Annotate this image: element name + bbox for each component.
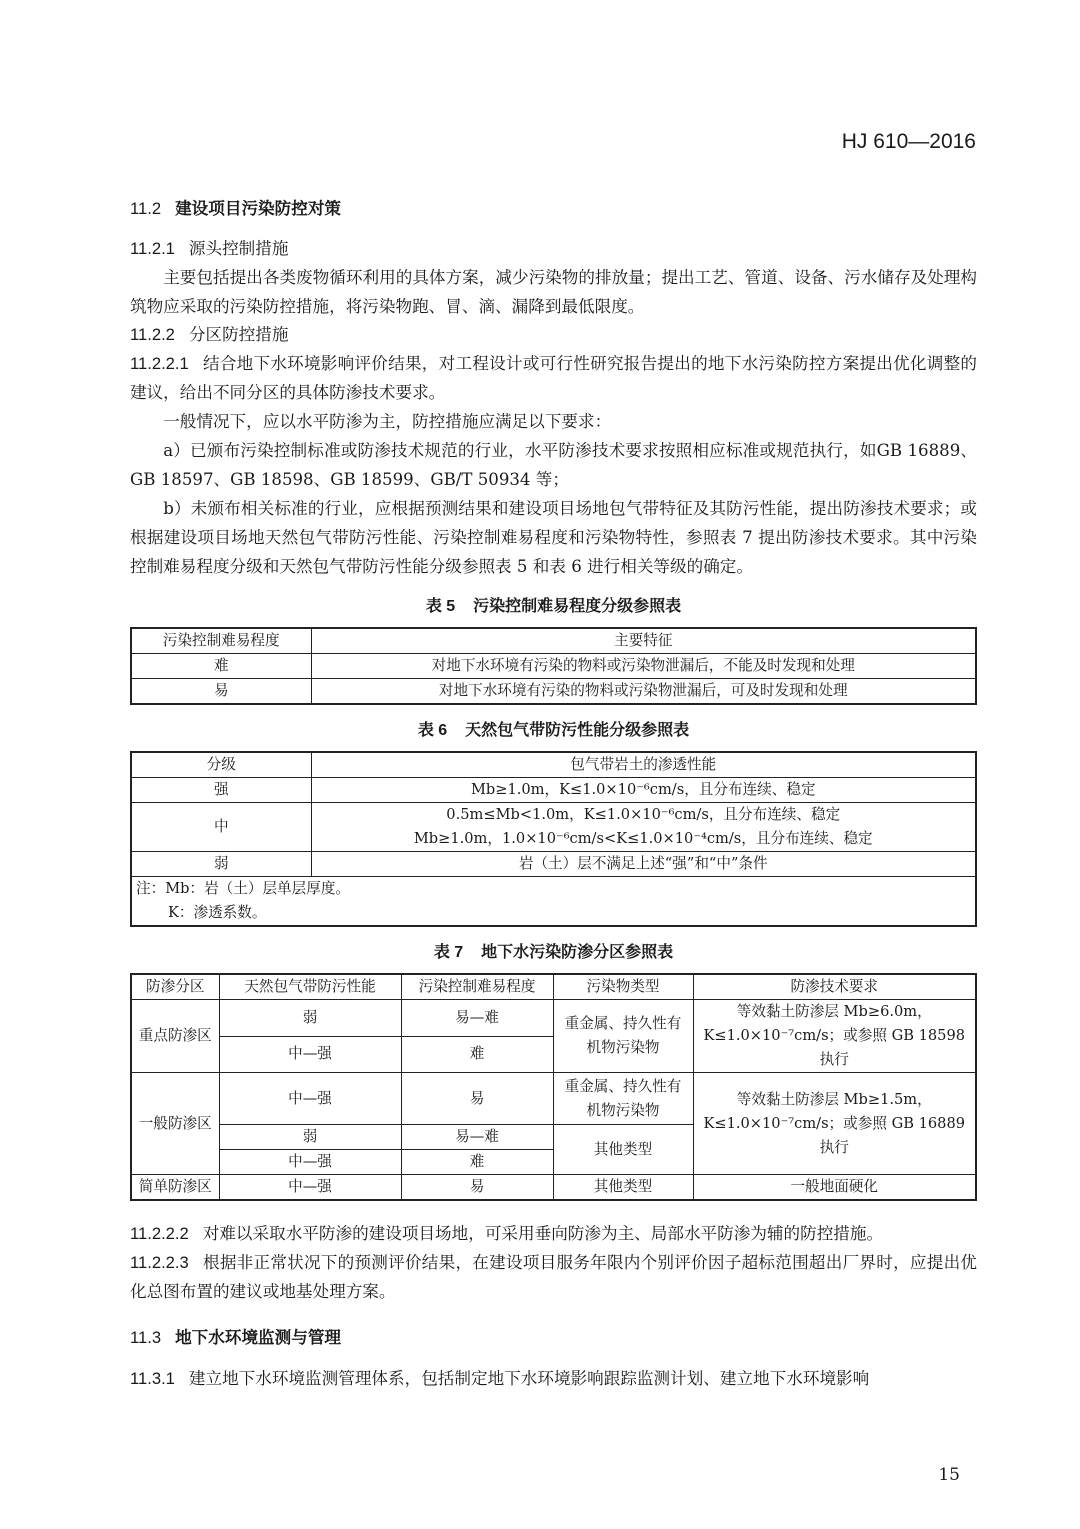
paragraph-general: 一般情况下，应以水平防渗为主，防控措施应满足以下要求：	[163, 412, 612, 431]
zone-cell: 简单防渗区	[131, 1175, 219, 1201]
table-cell: 其他类型	[553, 1175, 693, 1201]
header-cell: 防渗分区	[131, 974, 219, 1000]
table-cell: 易	[401, 1073, 553, 1125]
note-line: 注：Mb：岩（土）层单层厚度。	[136, 880, 351, 897]
clause-number: 11.3.1	[130, 1369, 175, 1388]
section-number: 11.2	[130, 199, 162, 218]
clause-text: 对难以采取水平防渗的建设项目场地，可采用垂向防渗为主、局部水平防渗为辅的防控措施。	[202, 1224, 884, 1243]
table-cell: 中—强	[219, 1175, 401, 1201]
table-cell: 弱	[219, 1125, 401, 1150]
table-cell: 中—强	[219, 1150, 401, 1175]
note-line: K：渗透系数。	[168, 904, 267, 921]
clause-text: 建立地下水环境监测管理体系，包括制定地下水环境影响跟踪监测计划、建立地下水环境影响	[188, 1369, 870, 1388]
table-cell: 强	[131, 778, 311, 803]
table-row	[131, 1175, 976, 1201]
table-cell: 重金属、持久性有机物污染物	[553, 1073, 693, 1125]
list-item-a: a）已颁布污染控制标准或防渗技术规范的行业，水平防渗技术要求按照相应标准或规范执行，如GB 16889、GB 18597、GB 18598、GB 18599、GB/T 50934 等；	[130, 441, 977, 489]
table-row	[131, 654, 976, 679]
cell-line: 0.5m≤Mb<1.0m，K≤1.0×10⁻⁶cm/s，且分布连续、稳定	[446, 806, 841, 823]
table-header-row	[131, 628, 976, 654]
table-header-row	[131, 752, 976, 778]
clause-number: 11.2.2.3	[130, 1253, 189, 1272]
table-7	[130, 973, 977, 1201]
table-cell: 中	[131, 803, 311, 852]
table-5-caption	[130, 593, 977, 621]
table-5	[130, 627, 977, 705]
paragraph-11-3-1	[130, 1364, 977, 1393]
page-content	[130, 195, 977, 1393]
header-cell: 污染物类型	[553, 974, 693, 1000]
standard-code: HJ 610—2016	[841, 130, 976, 153]
zone-cell: 一般防渗区	[131, 1073, 219, 1175]
table-6	[130, 751, 977, 927]
paragraph-11-2-2-3	[130, 1248, 977, 1306]
table-row	[131, 1000, 976, 1037]
paragraph-11-2-2-1	[130, 349, 977, 407]
table-6-caption	[130, 717, 977, 745]
table-cell: 重金属、持久性有机物污染物	[553, 1000, 693, 1073]
section-11-2-2-heading	[130, 321, 977, 349]
paragraph-11-2-2-2	[130, 1219, 977, 1248]
table-cell: 易	[401, 1175, 553, 1201]
table-cell: 等效黏土防渗层 Mb≥6.0m，K≤1.0×10⁻⁷cm/s；或参照 GB 18598 执行	[693, 1000, 976, 1073]
table-cell: 对地下水环境有污染的物料或污染物泄漏后，可及时发现和处理	[311, 679, 976, 705]
table-row	[131, 1073, 976, 1125]
table-cell: 弱	[219, 1000, 401, 1037]
table-cell: 等效黏土防渗层 Mb≥1.5m，K≤1.0×10⁻⁷cm/s；或参照 GB 16889 执行	[693, 1073, 976, 1175]
table-cell: 易—难	[401, 1125, 553, 1150]
table-number: 表 7	[433, 944, 464, 961]
section-11-3-heading	[130, 1324, 977, 1352]
table-cell: 易	[131, 679, 311, 705]
table-note	[131, 877, 976, 927]
table-row	[131, 852, 976, 877]
section-number: 11.3	[130, 1328, 162, 1347]
table-cell: 岩（土）层不满足上述“强”和“中”条件	[311, 852, 976, 877]
cell-line: Mb≥1.0m，1.0×10⁻⁶cm/s<K≤1.0×10⁻⁴cm/s，且分布连续、稳定	[413, 830, 873, 847]
table-cell: 难	[401, 1150, 553, 1175]
table-cell: 其他类型	[553, 1125, 693, 1175]
table-cell: 难	[401, 1036, 553, 1073]
header-cell: 主要特征	[311, 628, 976, 654]
header-cell: 包气带岩土的渗透性能	[311, 752, 976, 778]
clause-text: 根据非正常状况下的预测评价结果，在建设项目服务年限内个别评价因子超标范围超出厂界时，应提出优化总图布置的建议或地基处理方案。	[130, 1253, 977, 1301]
list-item-b: b）未颁布相关标准的行业，应根据预测结果和建设项目场地包气带特征及其防污性能，提出防渗技术要求；或根据建设项目场地天然包气带防污性能、污染控制难易程度和污染物特性，参照表 7 提出防渗技术要求。其中污染控制难易程度分级和天然包气带防污性能分级参照表 5 和表 6 进行相关等级的确定。	[130, 499, 977, 576]
section-number: 11.2.1	[130, 239, 175, 258]
table-row	[131, 679, 976, 705]
section-11-2-1-heading	[130, 235, 977, 263]
section-title: 建设项目污染防控对策	[175, 199, 342, 218]
table-row	[131, 803, 976, 852]
paragraph-source-control: 主要包括提出各类废物循环利用的具体方案，减少污染物的排放量；提出工艺、管道、设备、污水储存及处理构筑物应采取的污染防控措施，将污染物跑、冒、滴、漏降到最低限度。	[130, 268, 977, 316]
header-cell: 污染控制难易程度	[401, 974, 553, 1000]
table-cell: 中—强	[219, 1036, 401, 1073]
table-cell: 难	[131, 654, 311, 679]
table-cell: Mb≥1.0m，K≤1.0×10⁻⁶cm/s，且分布连续、稳定	[311, 778, 976, 803]
table-title: 地下水污染防渗分区参照表	[481, 944, 674, 961]
table-row	[131, 778, 976, 803]
section-number: 11.2.2	[130, 325, 175, 344]
table-cell: 中—强	[219, 1073, 401, 1125]
table-title: 天然包气带防污性能分级参照表	[465, 722, 690, 739]
header-cell: 污染控制难易程度	[131, 628, 311, 654]
header-cell: 防渗技术要求	[693, 974, 976, 1000]
page-number: 15	[938, 1465, 960, 1485]
table-cell: 易—难	[401, 1000, 553, 1037]
section-title: 分区防控措施	[188, 325, 289, 344]
table-title: 污染控制难易程度分级参照表	[473, 598, 682, 615]
table-number: 表 5	[425, 598, 456, 615]
table-number: 表 6	[417, 722, 448, 739]
section-title: 源头控制措施	[188, 239, 289, 258]
section-11-2-heading	[130, 195, 977, 223]
section-title: 地下水环境监测与管理	[175, 1328, 342, 1347]
table-cell	[311, 803, 976, 852]
table-7-caption	[130, 939, 977, 967]
header-cell: 分级	[131, 752, 311, 778]
table-cell: 对地下水环境有污染的物料或污染物泄漏后，不能及时发现和处理	[311, 654, 976, 679]
clause-number: 11.2.2.2	[130, 1224, 189, 1243]
table-cell: 弱	[131, 852, 311, 877]
clause-text: 结合地下水环境影响评价结果，对工程设计或可行性研究报告提出的地下水污染防控方案提出优化调整的建议，给出不同分区的具体防渗技术要求。	[130, 354, 977, 402]
clause-number: 11.2.2.1	[130, 354, 189, 373]
table-cell: 一般地面硬化	[693, 1175, 976, 1201]
table-note-row	[131, 877, 976, 927]
table-header-row	[131, 974, 976, 1000]
header-cell: 天然包气带防污性能	[219, 974, 401, 1000]
zone-cell: 重点防渗区	[131, 1000, 219, 1073]
